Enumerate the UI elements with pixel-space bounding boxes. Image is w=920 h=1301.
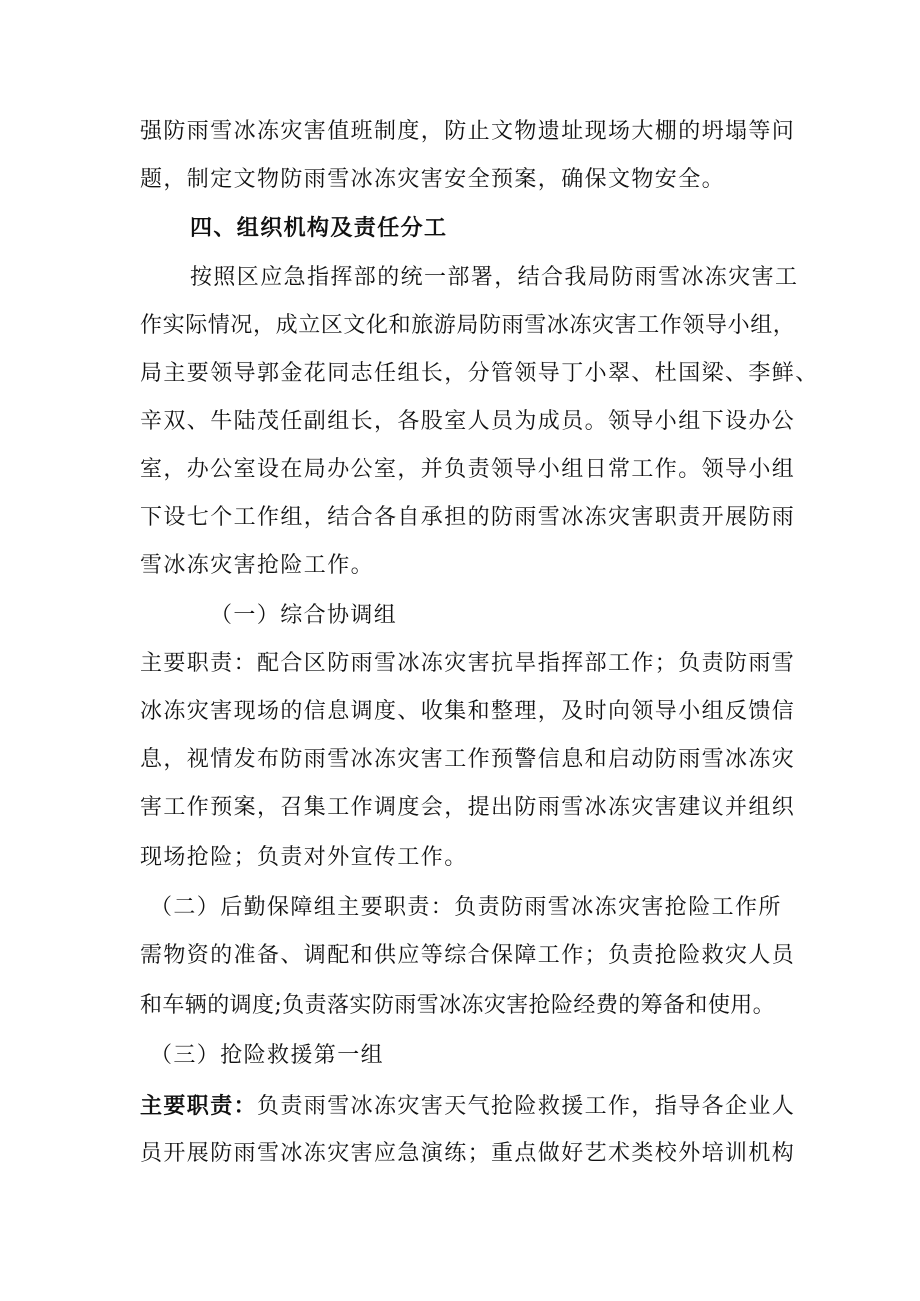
intro-line-1: 强防雨雪冰冻灾害值班制度，防止文物遗址现场大棚的坍塌等问 (140, 119, 796, 144)
section-4-line-6: 下设七个工作组，结合各自承担的防雨雪冰冻灾害职责开展防雨 (140, 505, 796, 530)
section-4-line-4: 辛双、牛陆茂任副组长，各股室人员为成员。领导小组下设办公 (140, 409, 796, 434)
group-1-line-2: 冰冻灾害现场的信息调度、收集和整理，及时向领导小组反馈信 (140, 699, 796, 724)
section-4-line-1: 按照区应急指挥部的统一部署，结合我局防雨雪冰冻灾害工 (190, 265, 799, 290)
group-3-line-1 (140, 1091, 795, 1122)
section-4-line-7: 雪冰冻灾害抢险工作。 (140, 553, 375, 578)
intro-line-2: 题，制定文物防雨雪冰冻灾害安全预案，确保文物安全。 (140, 167, 726, 192)
group-3-line-2: 员开展防雨雪冰冻灾害应急演练；重点做好艺术类校外培训机构 (140, 1141, 796, 1166)
group-3-duty-label: 主要职责： (140, 1093, 258, 1119)
section-4-heading: 四、组织机构及责任分工 (190, 215, 448, 241)
group-1-line-1: 主要职责：配合区防雨雪冰冻灾害抗旱指挥部工作；负责防雨雪 (140, 651, 796, 676)
group-2-line-1: （二）后勤保障组主要职责：负责防雨雪冰冻灾害抢险工作所 (150, 895, 782, 920)
group-2-line-2: 需物资的准备、调配和供应等综合保障工作；负责抢险救灾人员 (140, 943, 796, 968)
group-1-line-5: 现场抢险；负责对外宣传工作。 (140, 845, 468, 870)
group-3-line-1-text: 负责雨雪冰冻灾害天气抢险救援工作，指导各企业人 (257, 1094, 796, 1119)
section-4-line-5: 室，办公室设在局办公室，并负责领导小组日常工作。领导小组 (140, 457, 796, 482)
group-2-line-3: 和车辆的调度;负责落实防雨雪冰冻灾害抢险经费的筹备和使用。 (140, 993, 776, 1018)
group-1-line-3: 息，视情发布防雨雪冰冻灾害工作预警信息和启动防雨雪冰冻灾 (140, 747, 796, 772)
section-4-line-3: 局主要领导郭金花同志任组长，分管领导丁小翠、杜国梁、李鲜、 (140, 361, 819, 386)
section-4-line-2: 作实际情况，成立区文化和旅游局防雨雪冰冻灾害工作领导小组， (140, 313, 796, 338)
group-3-title: （三）抢险救援第一组 (150, 1043, 385, 1068)
group-1-title: （一）综合协调组 (210, 603, 398, 628)
group-1-line-4: 害工作预案，召集工作调度会，提出防雨雪冰冻灾害建议并组织 (140, 795, 796, 820)
